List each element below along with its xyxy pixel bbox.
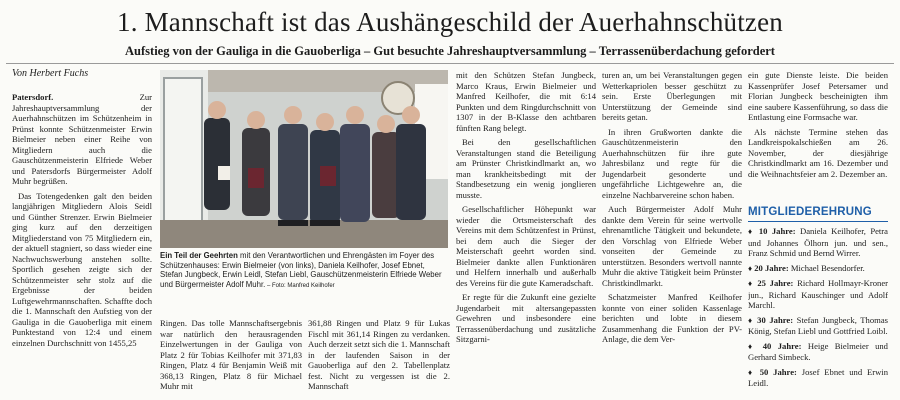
paragraph: Bei den gesellschaftlichen Veranstaltungen stand die Beteiligung am Prünster Christkindlmarkt an, wo man krankheitsbedingt mit der Standbesetzung ein wenig jonglieren musste. [456,137,596,200]
honor-names: Richard Hollmayr-Kroner jun., Richard Kauschinger und Adolf Marchl. [748,278,888,310]
paragraph: Auch Bürgermeister Adolf Muhr dankte dem Verein für seine wertvolle ehrenamtliche Tätigkeit und bekundete, den Vorschlag von Elfriede Weber vonseiten der Gemeinde zu unterstützen. Besonders wertvoll nannte Muhr die aktive Tätigkeit beim Prünster Christkindlmarkt. [602,204,742,288]
article-column-5 [602,70,742,398]
honor-names: Daniela Keilhofer, Petra und Johannes Ölhorn jun. und sen., Franz Schmid und Bernd Wirrer. [748,226,888,258]
honor-item [748,263,888,275]
diamond-bullet-icon: ♦ [748,263,753,273]
caption-lead: Ein Teil der Geehrten [160,251,238,260]
paragraph: Ringen. Das tolle Mannschaftsergebnis war natürlich den herausragenden Einzelwertungen in der Gauliga von Platz 2 für Tobias Keilhofer mit 371,83 Ringen, Platz 4 für Benjamin Weiß mit 368,13 Ringen, Platz 8 für Michael Muhr mit [160,318,302,391]
honor-item [748,315,888,337]
honor-years: 50 Jahre: [759,366,797,377]
author-byline: Von Herbert Fuchs [12,68,89,79]
headline-rule [6,63,894,64]
paragraph: Gesellschaftlicher Höhepunkt war wieder die Ortsmeisterschaft des Vereins mit dem Schützenfest in Prünst, bei dem auch die Sieger der Meisterschaft geehrt worden sind. Bielmeier dankte allen Funktionären und Helfern innerhalb und außerhalb des Vereins für die gute Kameradschaft. [456,204,596,288]
diamond-bullet-icon: ♦ [748,279,754,288]
honor-years: 40 Jahre: [762,340,802,351]
honors-rule [748,221,888,222]
paragraph: 361,88 Ringen und Platz 9 für Lukas Fischl mit 361,14 Ringen zu verdanken. Auch derzeit setzt sich die 1. Mannschaft in der laufenden Saison in der Gauoberliga auf den 2. Tabellenplatz fest. Nicht zu vergessen ist die 2. Mannschaft [308,318,450,391]
diamond-bullet-icon: ♦ [748,315,754,325]
paragraph: Schatzmeister Manfred Keilhofer konnte von einer soliden Kassenlage berichten und lobte in diesem Zusammenhang die Funktion der PV-Anlage, die dem Ver- [602,292,742,344]
photo-credit: – Foto: Manfred Keilhofer [265,282,335,289]
paragraph: In ihren Grußworten dankte die Gauschützenmeisterin den Auerhahnschützen für ihre gute Jahresbilanz und regte für die Jugendarbeit gesonderte und ungefährliche Lichtgewehre an, die einzelne Nachbarvereine schon haben. [602,126,742,200]
subheadline: Aufstieg von der Gauliga in die Gauoberliga – Gut besuchte Jahreshauptversammlung – Terrassenüberdachung gefordert [125,44,775,58]
photo-caption [160,251,448,291]
honor-years: 10 Jahre: [758,226,796,236]
diamond-bullet-icon: ♦ [748,367,755,377]
honor-item [748,278,888,311]
article-column-3 [308,318,450,398]
paragraph: Er regte für die Zukunft eine gezielte Jugendarbeit mit altersangepassten Gewehren und insbesondere eine Terrassenüberdachung und zusätzliche Sitzgarni- [456,292,596,344]
diamond-bullet-icon: ♦ [748,341,757,351]
diamond-bullet-icon: ♦ [748,227,755,236]
paragraph: Zur Jahreshauptversammlung der Auerhahnschützen im Schützenheim in Prünst konnte Schützenmeister Erwin Bielmeier neben einer Reihe von Mitgliedern auch die Gauschützenmeisterin Elfriede Weber und Patersdorfs Bürgermeister Adolf Muhr begrüßen. [12,92,152,186]
honors-list [748,226,888,398]
honor-item [748,226,888,259]
article-column-4 [456,70,596,398]
honor-years: 25 Jahre: [757,278,794,288]
paragraph: ein gute Dienste leiste. Die beiden Kassenprüfer Josef Petersamer und Florian Jungbeck bescheinigten ihm eine saubere Kassenführung, so dass die Entlastung eine Formsache war. [748,70,888,122]
honor-names: Josef Ebnet und Erwin Leidl. [748,366,888,388]
honor-item [748,341,888,363]
honor-item [748,367,888,389]
honor-names: Heige Bielmeier und Gerhard Simbeck. [748,340,888,362]
honor-years: 30 Jahre: [757,314,794,325]
paragraph: Das Totengedenken galt den beiden langjährigen Mitgliedern Alois Seidl und Günther Strenzer. Erwin Bielmeier ging kurz auf den derzeitigen Mitgliederstand von 75 Mitgliedern ein, der aktuell stagniert, so dass wieder eine Nachwuchswerbung anstehen sollte. Sportlich gesehen zeigte sich der Schützenmeister sehr stolz auf die Ergebnisse der beiden Luftgewehrmannschaften. Schaffte doch die 1. Mannschaft den Aufstieg von der Gauliga in die Gauoberliga mit einem Punktestand von 12:4 und einem einzelnen Durchschnitt von 1455,25 [12,190,152,348]
honors-title: MITGLIEDEREHRUNG [748,206,872,218]
article-column-2 [160,318,302,398]
headline: 1. Mannschaft ist das Aushängeschild der Auerhahnschützen [117,7,783,37]
paragraph: Als nächste Termine stehen das Landkreispokalschießen am 26. November, der diesjährige Christkindlmarkt am 16. Dezember und die Weihnachtsfeier am 2. Dezember an. [748,126,888,179]
dateline: Patersdorf. [12,92,54,102]
caption-text: mit den Verantwortlichen und Ehrengästen im Foyer des Schützenhauses: Erwin Bielmeier (von links), Daniela Keilhofer, Josef Ebnet, Stefan Jungbeck, Erwin Leidl, Stefan Liebl, Gauschützenmeisterin Elfriede Weber und Bürgermeister Adolf Muhr. [160,251,442,289]
paragraph: turen an, um bei Veranstaltungen gegen Wetterkapriolen besser geschützt zu sein. Erste Überlegungen mit Unterstützung der Gemeinde sind bereits getan. [602,70,742,122]
honor-names: Stefan Jungbeck, Thomas König, Stefan Liebl und Gottfried Loibl. [748,314,888,336]
group-photo [160,70,448,248]
article-column-1 [12,92,152,397]
honor-names: Michael Besendorfer. [788,262,865,273]
paragraph: mit den Schützen Stefan Jungbeck, Marco Kraus, Erwin Bielmeier und Manfred Keilhofer, die mit 6:14 Punkten und dem Ringdurchschnitt von 1307 in der B-Klasse den achtbaren fünften Rang belegt. [456,70,596,133]
photo-illustration [160,70,448,248]
article-column-6 [748,70,888,205]
honor-years: 20 Jahre: [754,262,789,273]
